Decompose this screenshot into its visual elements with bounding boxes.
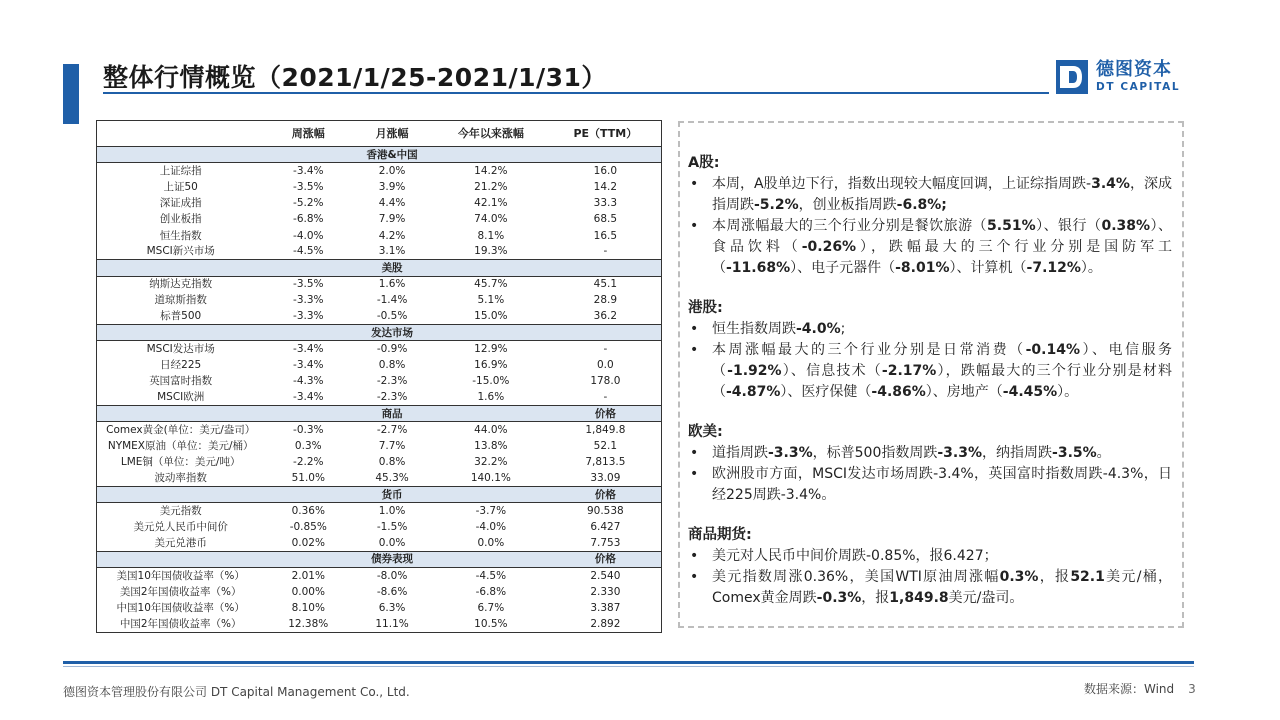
table-cell: -8.6% xyxy=(376,585,408,598)
bullet-text: ）。 xyxy=(1057,384,1079,400)
commentary-box xyxy=(678,121,1184,628)
table-cell: 42.1% xyxy=(474,197,508,210)
highlight-value: -4.45% xyxy=(1002,384,1058,400)
table-cell: 1.6% xyxy=(378,278,406,291)
table-cell: 3.9% xyxy=(378,180,406,193)
section-header-row xyxy=(97,406,662,422)
row-label: 波动率指数 xyxy=(154,472,207,485)
table-cell: 0.0% xyxy=(378,536,406,549)
table-cell: 0.0% xyxy=(477,536,505,549)
bullet-text: 本周，A股单边下行，指数出现较大幅度回调，上证综指周跌- xyxy=(712,176,1092,192)
section-cell xyxy=(97,551,265,567)
section-label: 发达市场 xyxy=(352,325,432,341)
table-row xyxy=(97,535,662,551)
section-spacer xyxy=(688,279,1172,298)
bullet-text: ，标普500指数周跌 xyxy=(812,445,938,461)
table-row xyxy=(97,163,662,179)
commentary-list xyxy=(688,174,1172,279)
table-cell: -8.0% xyxy=(376,569,408,582)
table-row xyxy=(97,341,662,357)
table-cell: 16.0 xyxy=(593,165,618,178)
section-cell xyxy=(550,260,662,276)
row-label: MSCI发达市场 xyxy=(146,343,215,356)
section-cell xyxy=(432,260,550,276)
table-cell: 0.36% xyxy=(291,504,325,517)
table-cell: 6.7% xyxy=(477,601,505,614)
table-cell: -3.5% xyxy=(293,180,324,193)
bullet-text: 本周涨幅最大的三个行业分别是餐饮旅游（ xyxy=(712,218,988,234)
commentary-bullet xyxy=(688,319,1172,340)
dt-logo-icon xyxy=(1056,60,1088,94)
highlight-value: -5.2% xyxy=(754,197,799,213)
table-cell: -0.5% xyxy=(376,310,408,323)
section-cell xyxy=(264,486,352,502)
highlight-value: -2.17% xyxy=(881,363,937,379)
section-price-label: 价格 xyxy=(550,486,662,502)
section-cell xyxy=(432,551,550,567)
column-header: 今年以来涨幅 xyxy=(432,121,550,147)
highlight-value: -0.3% xyxy=(816,590,862,606)
section-cell xyxy=(97,260,265,276)
table-cell: 6.427 xyxy=(590,520,621,533)
table-cell: 0.3% xyxy=(294,439,322,452)
row-label: MSCI新兴市场 xyxy=(146,245,215,258)
section-header-row xyxy=(97,260,662,276)
table-cell: 12.9% xyxy=(474,343,508,356)
table-cell: 7,813.5 xyxy=(585,456,626,469)
table-cell: -0.3% xyxy=(293,424,324,437)
footer-divider xyxy=(63,661,1194,664)
bullet-text: 。 xyxy=(1096,445,1111,461)
row-label: 上证50 xyxy=(163,180,198,193)
table-cell: -4.5% xyxy=(475,569,507,582)
row-label: 恒生指数 xyxy=(159,229,202,242)
table-cell: 4.4% xyxy=(378,197,406,210)
section-cell xyxy=(97,325,265,341)
bullet-text: 美元指数周涨0.36%，美国WTI原油周涨幅 xyxy=(712,569,1000,585)
bullet-text: ）、银行（ xyxy=(1035,218,1102,234)
section-label: 债券表现 xyxy=(352,551,432,567)
table-row xyxy=(97,195,662,211)
table-cell: 32.2% xyxy=(474,456,508,469)
commentary-heading: A股: xyxy=(688,155,720,171)
table-cell: 140.1% xyxy=(470,472,511,485)
table-row xyxy=(97,211,662,227)
table-cell: 3.387 xyxy=(590,601,621,614)
section-cell xyxy=(264,260,352,276)
commentary-bullet xyxy=(688,567,1172,609)
table-cell: -3.3% xyxy=(293,294,324,307)
highlight-value: -7.12% xyxy=(1026,260,1081,276)
table-cell: 14.2 xyxy=(593,180,618,193)
table-cell: -6.8% xyxy=(293,213,324,226)
table-cell: 11.1% xyxy=(375,617,409,630)
table-cell: 0.02% xyxy=(291,536,325,549)
commentary-bullet xyxy=(688,216,1172,279)
commentary-heading: 商品期货: xyxy=(688,527,752,543)
highlight-value: 5.51% xyxy=(987,218,1036,234)
commentary-bullet xyxy=(688,546,1172,567)
table-cell: 36.2 xyxy=(593,310,618,323)
table-cell: 1.0% xyxy=(378,504,406,517)
title-accent-bar xyxy=(63,64,79,124)
highlight-value: 0.38% xyxy=(1101,218,1151,234)
bullet-text: ）、计算机（ xyxy=(949,260,1027,276)
bullet-text: ）、电信服务（ xyxy=(712,342,1173,379)
table-cell: 19.3% xyxy=(474,245,508,258)
section-cell xyxy=(264,551,352,567)
logo-english-name: DT CAPITAL xyxy=(1096,81,1181,93)
table-row xyxy=(97,503,662,519)
bullet-text: 本周涨幅最大的三个行业分别是日常消费（ xyxy=(712,342,1026,358)
row-label: 美元兑人民币中间价 xyxy=(133,520,228,533)
bullet-text: ，报 xyxy=(1038,569,1071,585)
table-cell: 8.1% xyxy=(477,229,505,242)
table-cell: -4.0% xyxy=(293,229,324,242)
table-row xyxy=(97,357,662,373)
table-cell: 7.753 xyxy=(590,536,621,549)
table-cell: 52.1 xyxy=(593,439,618,452)
section-label: 香港&中国 xyxy=(352,147,432,163)
table-cell: 16.5 xyxy=(593,229,618,242)
highlight-value: 0.3% xyxy=(999,569,1039,585)
table-cell: 6.3% xyxy=(378,601,406,614)
table-row xyxy=(97,584,662,600)
table-cell: -1.4% xyxy=(376,294,408,307)
table-cell: 12.38% xyxy=(288,617,329,630)
table-row xyxy=(97,470,662,486)
commentary-bullet xyxy=(688,340,1172,403)
section-spacer xyxy=(688,403,1172,422)
table-row xyxy=(97,389,662,405)
table-cell: -3.7% xyxy=(475,504,507,517)
table-cell: 7.9% xyxy=(378,213,406,226)
table-cell: 0.0 xyxy=(597,359,614,372)
table-cell: 0.8% xyxy=(378,359,406,372)
table-cell: -2.3% xyxy=(376,375,408,388)
commentary-bullet xyxy=(688,443,1172,464)
table-cell: 2.540 xyxy=(590,569,621,582)
section-cell xyxy=(97,486,265,502)
table-cell: 68.5 xyxy=(593,213,618,226)
table-cell: 3.1% xyxy=(378,245,406,258)
highlight-value: 52.1 xyxy=(1070,569,1105,585)
bullet-text: 美元/盎司。 xyxy=(948,590,1024,606)
row-label: 深证成指 xyxy=(159,197,202,210)
table-cell: -3.4% xyxy=(293,343,324,356)
table-cell: -4.3% xyxy=(293,375,324,388)
commentary-heading: 港股: xyxy=(688,300,723,316)
table-cell: 2.892 xyxy=(590,617,621,630)
table-cell: 15.0% xyxy=(474,310,508,323)
bullet-text: ，创业板指周跌 xyxy=(798,197,897,213)
table-cell: 7.7% xyxy=(378,439,406,452)
row-label: 标普500 xyxy=(160,310,202,323)
table-cell: -4.0% xyxy=(475,520,507,533)
table-row xyxy=(97,438,662,454)
row-label: 道琼斯指数 xyxy=(154,294,207,307)
table-cell: 33.09 xyxy=(590,472,621,485)
bullet-text: ），跌幅最大的三个行业分别是国防军工（ xyxy=(712,239,1173,276)
bullet-text: 道指周跌 xyxy=(712,445,768,461)
row-label: NYMEX原油（单位：美元/桶） xyxy=(107,439,254,452)
table-cell: 33.3 xyxy=(593,197,618,210)
bullet-text: ）、食品饮料（ xyxy=(712,218,1173,255)
row-label: Comex黄金(单位：美元/盎司） xyxy=(106,424,256,437)
table-row xyxy=(97,308,662,324)
section-price-label: 价格 xyxy=(550,406,662,422)
column-header: 月涨幅 xyxy=(352,121,432,147)
row-label: 中国10年国债收益率（%） xyxy=(116,601,245,614)
table-cell: 90.538 xyxy=(586,504,624,517)
row-label: 日经225 xyxy=(160,359,202,372)
market-overview-table xyxy=(96,120,662,633)
table-row xyxy=(97,227,662,243)
table-cell: 8.10% xyxy=(291,601,325,614)
bullet-text: ，报 xyxy=(861,590,890,606)
row-label: 英国富时指数 xyxy=(149,375,213,388)
table-cell: -5.2% xyxy=(293,197,324,210)
section-cell xyxy=(264,147,352,163)
section-cell xyxy=(432,486,550,502)
footer-divider-thin xyxy=(63,666,1194,667)
table-cell: 45.3% xyxy=(375,472,409,485)
row-label: 上证综指 xyxy=(159,165,202,178)
footer-company: 德图资本管理股份有限公司 DT Capital Management Co., Ltd. xyxy=(63,685,410,699)
table-cell: - xyxy=(603,343,608,356)
highlight-value: -4.86% xyxy=(871,384,926,400)
column-header xyxy=(97,121,265,147)
section-cell xyxy=(432,147,550,163)
highlight-value: 1,849.8 xyxy=(889,590,949,606)
table-cell: -2.7% xyxy=(376,424,408,437)
table-cell: -3.4% xyxy=(293,165,324,178)
section-header-row xyxy=(97,551,662,567)
column-header: 周涨幅 xyxy=(264,121,352,147)
bullet-text: ）、医疗保健（ xyxy=(780,384,872,400)
table-cell: -6.8% xyxy=(475,585,507,598)
section-cell xyxy=(264,325,352,341)
bullet-text: ），跌幅最大的三个行业分别是材料（ xyxy=(712,363,1173,400)
table-row xyxy=(97,276,662,292)
table-cell: 51.0% xyxy=(291,472,325,485)
highlight-value: -3.3% xyxy=(768,445,813,461)
table-cell: 13.8% xyxy=(474,439,508,452)
table-row xyxy=(97,519,662,535)
table-cell: 0.8% xyxy=(378,456,406,469)
table-cell: 4.2% xyxy=(378,229,406,242)
highlight-value: -8.01% xyxy=(895,260,950,276)
table-row xyxy=(97,600,662,616)
row-label: 美国2年国债收益率（%） xyxy=(119,585,242,598)
bullet-text: ）、电子元器件（ xyxy=(790,260,896,276)
table-cell: -3.4% xyxy=(293,359,324,372)
highlight-value: -4.0% xyxy=(796,321,841,337)
table-row xyxy=(97,616,662,632)
section-cell xyxy=(550,325,662,341)
bullet-text: 欧洲股市方面，MSCI发达市场周跌-3.4%，英国富时指数周跌-4.3%，日经225周跌-3.4%。 xyxy=(712,466,1172,503)
section-cell xyxy=(550,147,662,163)
table-row xyxy=(97,454,662,470)
table-cell: 74.0% xyxy=(474,213,508,226)
bullet-text: ，深成指周跌 xyxy=(712,176,1172,213)
table-row xyxy=(97,422,662,438)
commentary-list xyxy=(688,546,1172,609)
row-label: MSCI欧洲 xyxy=(157,391,205,404)
table-row xyxy=(97,292,662,308)
commentary-list xyxy=(688,443,1172,506)
highlight-value: -4.87% xyxy=(726,384,781,400)
highlight-value: -1.92% xyxy=(727,363,782,379)
section-header-row xyxy=(97,486,662,502)
row-label: 美元指数 xyxy=(159,504,202,517)
section-cell xyxy=(97,406,265,422)
table-cell: -2.3% xyxy=(376,391,408,404)
table-cell: 10.5% xyxy=(474,617,508,630)
footer-source xyxy=(1084,680,1196,697)
section-cell xyxy=(264,406,352,422)
row-label: 创业板指 xyxy=(159,213,202,226)
commentary-bullet xyxy=(688,464,1172,506)
bullet-text: ，纳指周跌 xyxy=(982,445,1053,461)
bullet-text: ; xyxy=(840,321,846,337)
table-cell: -2.2% xyxy=(293,456,324,469)
row-label: 中国2年国债收益率（%） xyxy=(119,617,242,630)
commentary-bullet xyxy=(688,174,1172,216)
bullet-text: ）、房地产（ xyxy=(925,384,1003,400)
table-cell: - xyxy=(603,391,608,404)
bullet-text: 恒生指数周跌 xyxy=(712,321,796,337)
section-cell xyxy=(432,406,550,422)
section-price-label: 价格 xyxy=(550,551,662,567)
page-title: 整体行情概览（2021/1/25-2021/1/31） xyxy=(103,63,607,92)
highlight-value: -0.14% xyxy=(1025,342,1080,358)
section-label: 商品 xyxy=(352,406,432,422)
table-cell: -3.5% xyxy=(293,278,324,291)
section-header-row xyxy=(97,325,662,341)
table-cell: -3.4% xyxy=(293,391,324,404)
table-cell: 2.0% xyxy=(378,165,406,178)
table-cell: 178.0 xyxy=(590,375,621,388)
section-label: 货币 xyxy=(352,486,432,502)
table-cell: 14.2% xyxy=(474,165,508,178)
commentary-heading: 欧美: xyxy=(688,424,723,440)
table-cell: 28.9 xyxy=(593,294,618,307)
table-cell: -3.3% xyxy=(293,310,324,323)
highlight-value: -11.68% xyxy=(726,260,791,276)
section-spacer xyxy=(688,506,1172,525)
row-label: LME铜（单位：美元/吨） xyxy=(120,456,241,469)
section-cell xyxy=(432,325,550,341)
table-cell: -4.5% xyxy=(293,245,324,258)
company-logo xyxy=(1056,60,1180,94)
table-row xyxy=(97,244,662,260)
section-header-row xyxy=(97,147,662,163)
highlight-value: -3.3% xyxy=(937,445,983,461)
table-cell: 0.00% xyxy=(291,585,325,598)
bullet-text: ）。 xyxy=(1080,260,1102,276)
table-cell: 2.330 xyxy=(590,585,621,598)
table-cell: -0.85% xyxy=(289,520,327,533)
page-number: 3 xyxy=(1188,682,1196,696)
table-cell: 1,849.8 xyxy=(585,424,626,437)
highlight-value: -6.8%; xyxy=(896,197,947,213)
column-header: PE（TTM） xyxy=(550,121,662,147)
bullet-text: 美元对人民币中间价周跌-0.85%，报6.427； xyxy=(712,548,998,564)
bullet-text: ）、信息技术（ xyxy=(781,363,882,379)
table-row xyxy=(97,567,662,583)
row-label: 美国10年国债收益率（%） xyxy=(116,569,245,582)
table-cell: -1.5% xyxy=(376,520,408,533)
table-cell: 21.2% xyxy=(474,180,508,193)
table-cell: 44.0% xyxy=(474,424,508,437)
title-divider xyxy=(103,92,1049,94)
logo-chinese-name: 德图资本 xyxy=(1096,59,1172,80)
table-row xyxy=(97,373,662,389)
table-cell: - xyxy=(603,245,608,258)
section-cell xyxy=(97,147,265,163)
data-source: 数据来源：Wind xyxy=(1084,682,1175,696)
table-row xyxy=(97,179,662,195)
section-label: 美股 xyxy=(352,260,432,276)
highlight-value: -0.26% xyxy=(801,239,857,255)
table-cell: -15.0% xyxy=(472,375,510,388)
bullet-text: 美元/桶，Comex黄金周跌 xyxy=(712,569,1173,606)
table-cell: 1.6% xyxy=(477,391,505,404)
table-header-row xyxy=(97,121,662,147)
table-cell: 2.01% xyxy=(291,569,325,582)
row-label: 美元兑港币 xyxy=(154,536,207,549)
table-cell: -0.9% xyxy=(376,343,408,356)
highlight-value: 3.4% xyxy=(1091,176,1130,192)
row-label: 纳斯达克指数 xyxy=(149,278,213,291)
table-cell: 45.7% xyxy=(474,278,508,291)
table-cell: 45.1 xyxy=(593,278,618,291)
table-cell: 5.1% xyxy=(477,294,505,307)
commentary-list xyxy=(688,319,1172,403)
table-cell: 16.9% xyxy=(474,359,508,372)
highlight-value: -3.5% xyxy=(1052,445,1097,461)
